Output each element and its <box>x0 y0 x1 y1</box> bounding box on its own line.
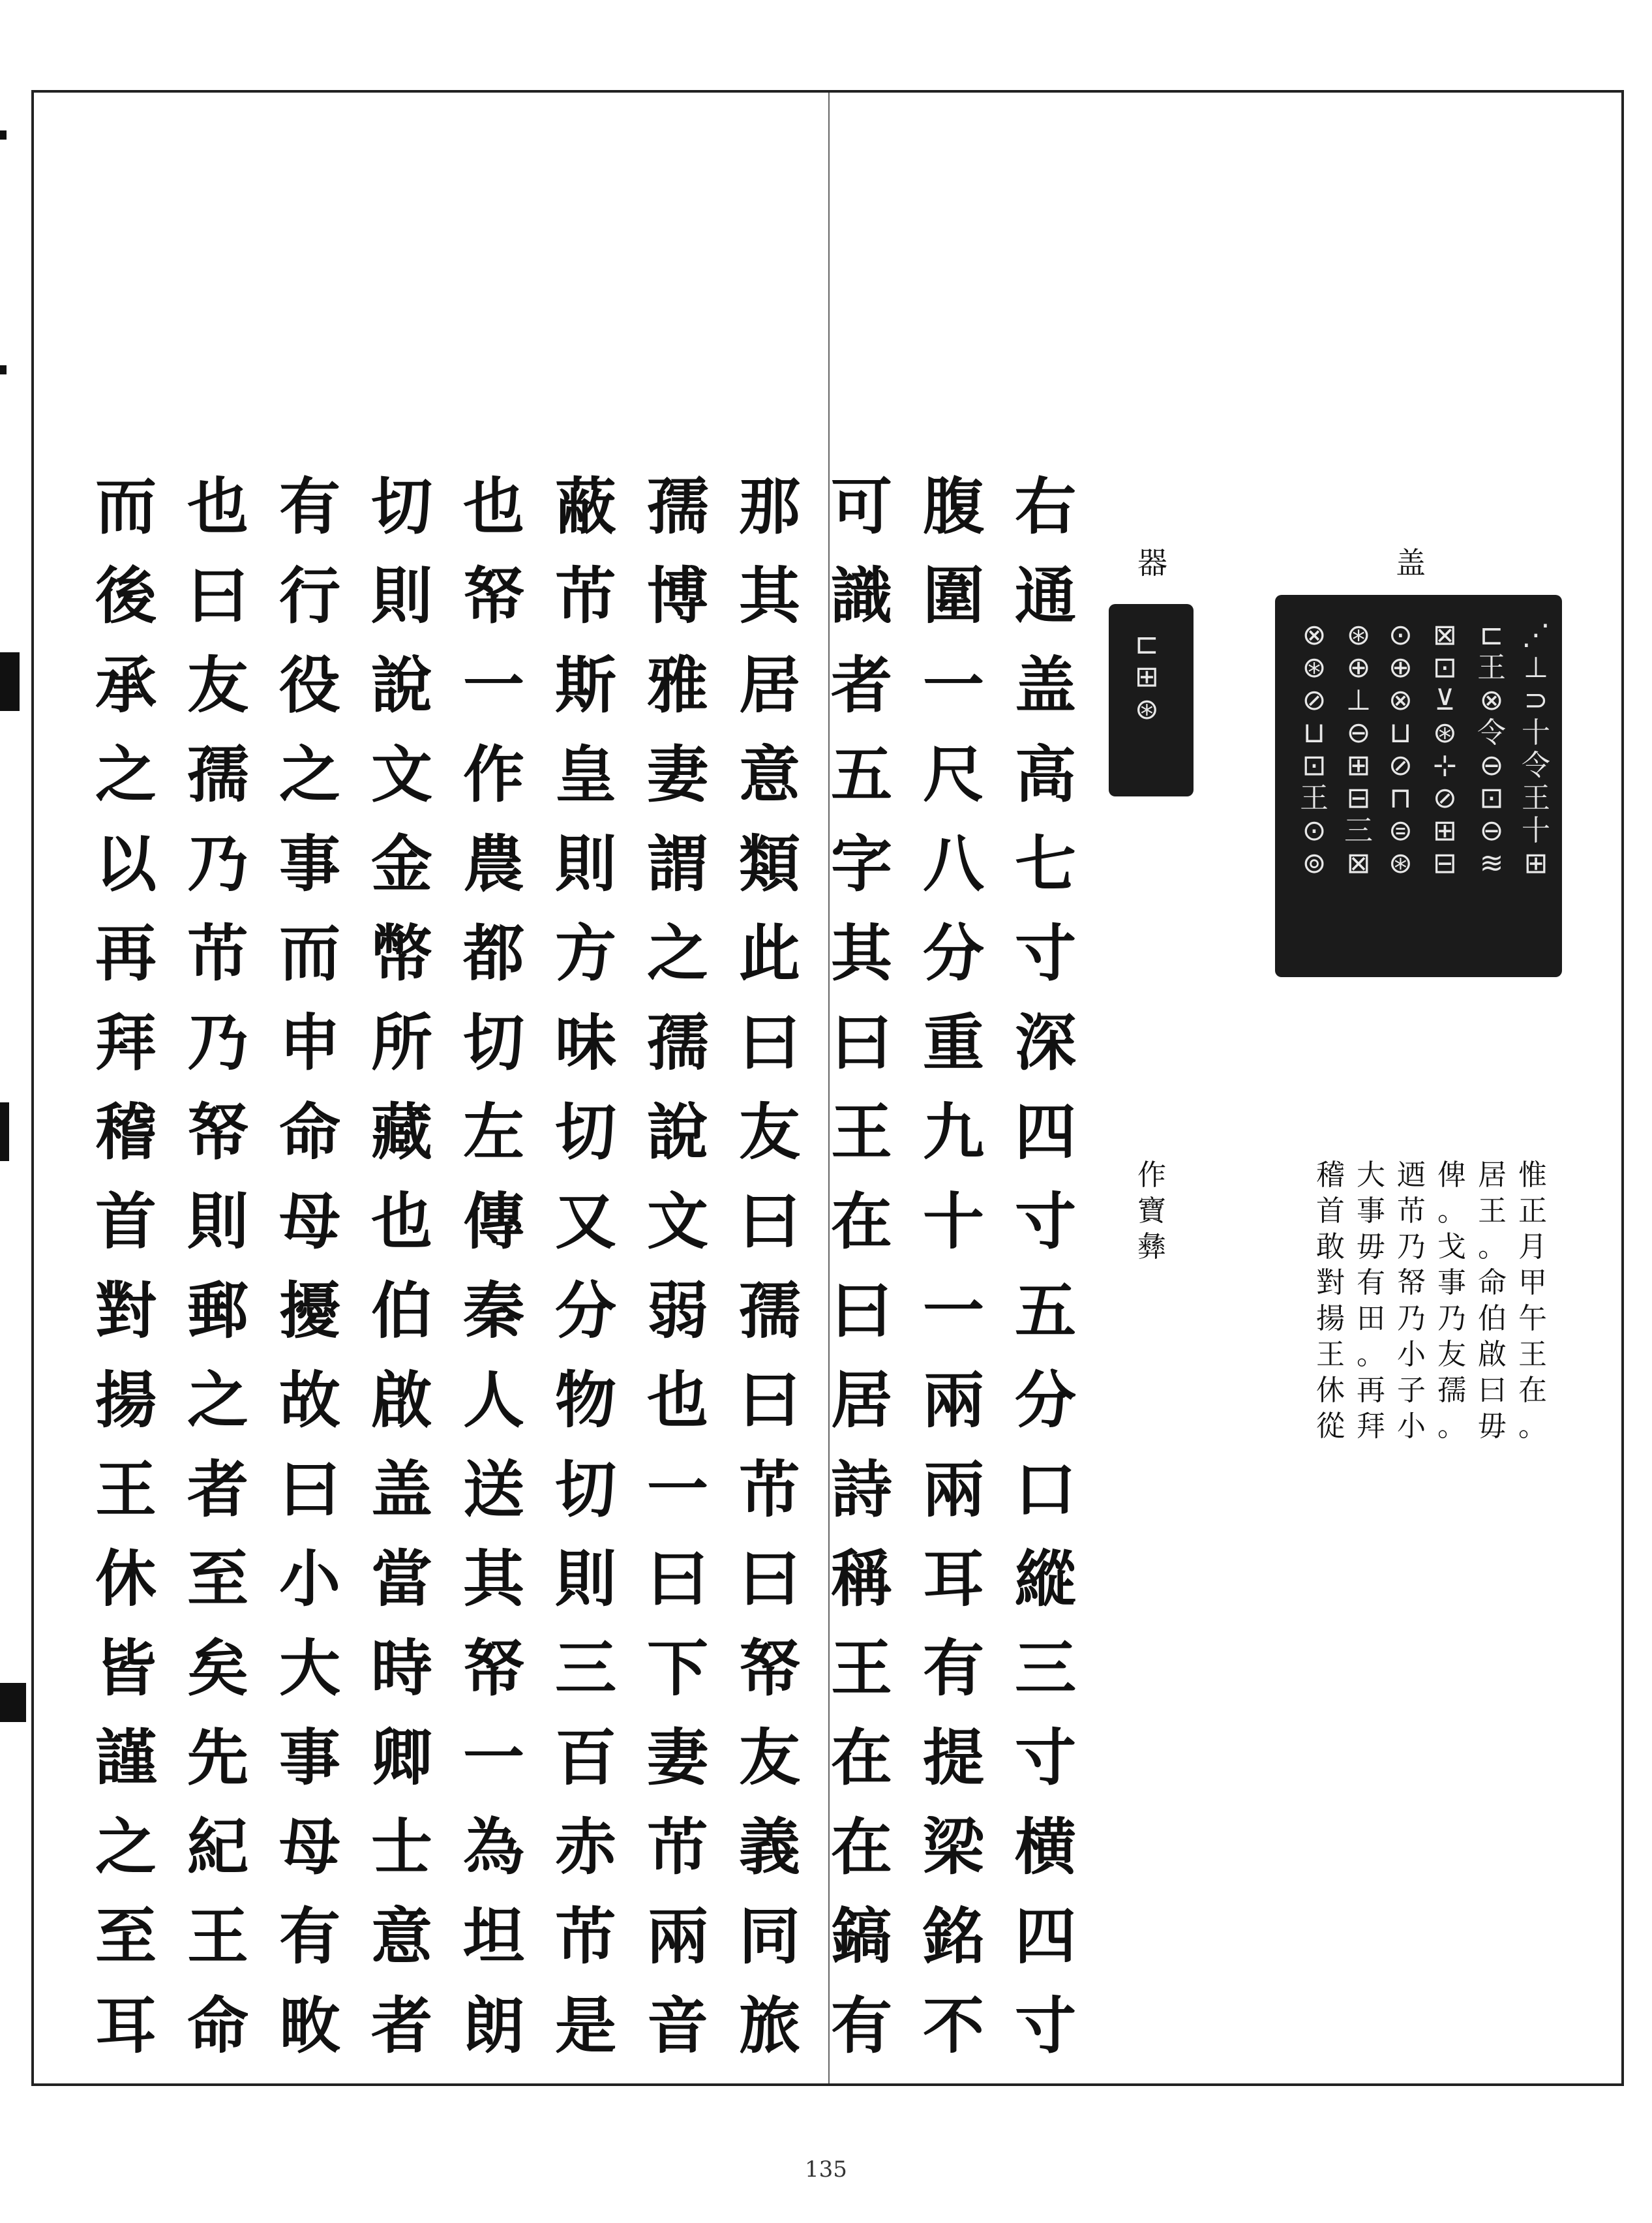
vessel-transcription-column: 作 寶 彝 <box>1137 1158 1166 1263</box>
lid-transcription-column: 大 事 毋 有 田 。 再 拜 <box>1357 1158 1385 1443</box>
lid-transcription-column: 惟 正 月 甲 午 王 在 。 <box>1518 1158 1547 1443</box>
vessel-label: 器 <box>1137 545 1167 581</box>
commentary-column: 而 後 承 之 以 再 拜 稽 首 對 揚 王 休 皆 謹 之 至 耳 <box>95 471 157 2062</box>
lid-transcription-column: 居 王 。 命 伯 啟 曰 毋 <box>1478 1158 1507 1443</box>
commentary-column: 也 曰 友 孺 乃 芇 乃 帑 則 郵 之 者 至 矣 先 紀 王 命 <box>187 471 248 2062</box>
lid-transcription-column: 俾 。 戈 事 乃 友 孺 。 <box>1437 1158 1466 1443</box>
commentary-column: 孺 博 雅 妻 謂 之 孺 說 文 弱 也 一 曰 下 妻 芇 兩 音 <box>646 471 708 2062</box>
commentary-column: 右 通 盖 高 七 寸 深 四 寸 五 分 口 縱 三 寸 横 四 寸 <box>1014 471 1076 2062</box>
commentary-column: 切 則 說 文 金 幣 所 藏 也 伯 啟 盖 當 時 卿 士 意 者 <box>370 471 432 2062</box>
lid-transcription-column: 迺 芇 乃 帑 乃 小 子 小 <box>1397 1158 1426 1443</box>
vessel-inscription-rubbing: ⊏ ⊞ ⊛ <box>1109 604 1194 796</box>
facing-page-edge <box>0 0 26 2223</box>
page-number: 135 <box>805 2156 847 2183</box>
lid-inscription-rubbing: ⋰ ⊥ ⊃ 十 令 王 十 ⊞ ⊏ 王 ⊗ 令 ⊖ ⊡ ⊖ ≋ ⊠ ⊡ ⊻ ⊛ ⊹ ⊘ ⊞ ⊟ ⊙ ⊕ ⊗ ⊔ ⊘ ⊓ ⊜ ⊛ ⊛ ⊕ ⊥ ⊖ ⊞ ⊟ 三 ⊠ ⊗ ⊛ ⊘ ⊔ ⊡ 王 ⊙ ⊚ <box>1275 595 1562 977</box>
commentary-column: 也 帑 一 作 農 都 切 左 傳 秦 人 送 其 帑 一 為 坦 朗 <box>462 471 524 2062</box>
commentary-column: 有 行 役 之 事 而 申 命 母 擾 故 曰 小 大 事 母 有 畋 <box>278 471 340 2062</box>
lid-transcription-column: 稽 首 敢 對 揚 王 休 從 <box>1316 1158 1345 1443</box>
commentary-column: 那 其 居 意 類 此 曰 友 曰 孺 曰 芇 曰 帑 友 義 同 旅 <box>738 471 800 2062</box>
commentary-column: 腹 圍 一 尺 八 分 重 九 十 一 兩 兩 耳 有 提 梁 銘 不 <box>922 471 984 2062</box>
commentary-column: 可 識 者 五 字 其 曰 王 在 曰 居 詩 稱 王 在 在 鎬 有 <box>830 471 892 2062</box>
lid-label: 盖 <box>1396 545 1426 581</box>
commentary-column: 蔽 芇 斯 皇 則 方 味 切 又 分 物 切 則 三 百 赤 芇 是 <box>554 471 616 2062</box>
